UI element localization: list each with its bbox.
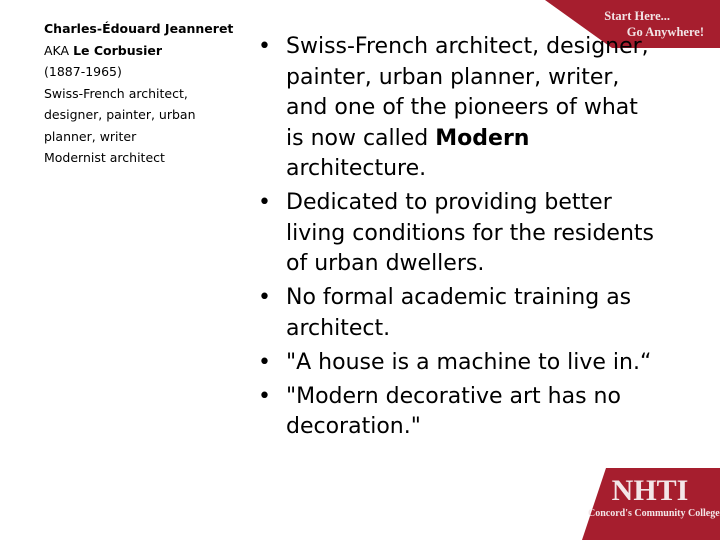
- bullet-item: • "Modern decorative art has no decoration.": [256, 382, 656, 443]
- bio-line-3: planner, writer: [44, 128, 137, 144]
- bullet-1-bold: Modern: [435, 125, 530, 151]
- bio-line-1: Swiss-French architect,: [44, 85, 188, 101]
- full-name: Charles-Édouard Jeanneret: [44, 21, 234, 36]
- tagline-line-1: Start Here...: [604, 9, 670, 23]
- aka-line: [44, 40, 254, 62]
- bullet-item: • No formal academic training as architect.: [256, 283, 656, 344]
- bullet-1-text: Swiss-French architect, designer, painter, urban planner, writer, and one of the pioneers of what is now called: [286, 34, 649, 151]
- bullet-item: • Dedicated to providing better living conditions for the residents of urban dwellers.: [256, 188, 656, 280]
- bio-sidebar: [44, 18, 254, 169]
- life-years: (1887-1965): [44, 64, 122, 79]
- tagline-line-2: Go Anywhere!: [626, 25, 704, 39]
- nhti-logo: [588, 474, 720, 520]
- bullet-item: • "A house is a machine to live in.“: [256, 348, 656, 379]
- aka-prefix: AKA: [44, 42, 74, 58]
- logo-subtitle: Concord's Community College: [588, 508, 720, 519]
- bio-line-2: designer, painter, urban: [44, 107, 196, 122]
- aka-name: Le Corbusier: [73, 42, 162, 58]
- bullet-list: [256, 32, 656, 446]
- bullet-item: [256, 32, 656, 185]
- bullet-1-end: architecture.: [286, 156, 427, 181]
- logo-mark: NHTI: [611, 474, 689, 507]
- bio-line-4: Modernist architect: [44, 150, 165, 165]
